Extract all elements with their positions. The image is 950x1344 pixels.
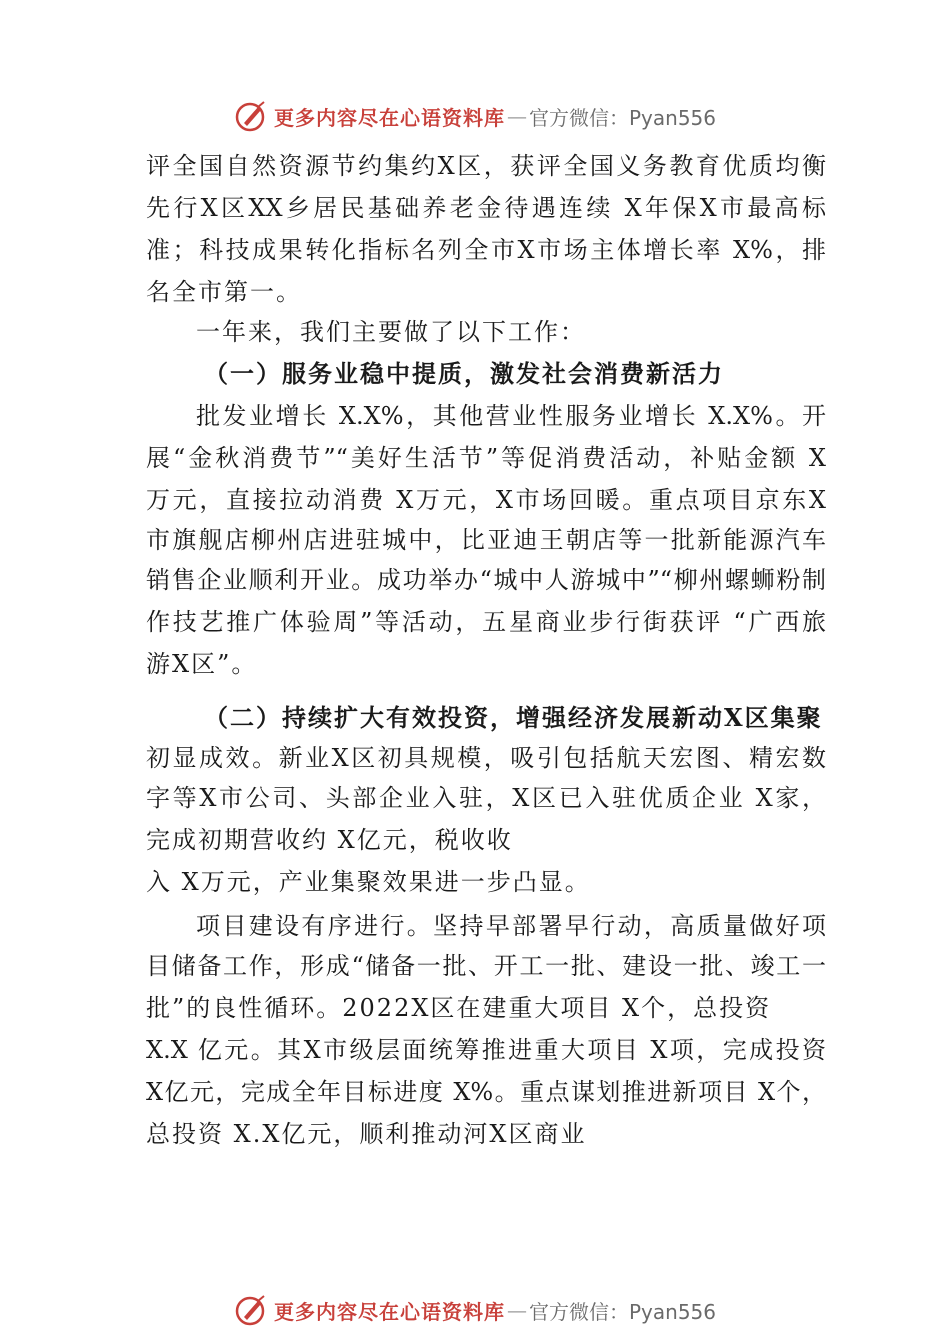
- watermark-wechat-id: Pyan556: [628, 105, 716, 130]
- paragraph-line: 目储备工作，形成“储备一批、开工一批、建设一批、竣工一: [146, 952, 826, 980]
- watermark-brand: 更多内容尽在心语资料库: [273, 1299, 505, 1324]
- section-heading-1: （一）服务业稳中提质，激发社会消费新活力: [204, 359, 724, 388]
- watermark-wechat-id: Pyan556: [628, 1299, 716, 1324]
- watermark-dash: —: [506, 104, 527, 128]
- paragraph-line: 入 X万元，产业集聚效果进一步凸显。: [146, 868, 591, 896]
- paragraph-line: 评全国自然资源节约集约X区，获评全国义务教育优质均衡: [146, 152, 826, 180]
- header-watermark: [0, 96, 950, 136]
- paragraph-line: 完成初期营收约 X亿元，税收收: [146, 826, 513, 854]
- paragraph-line: 总投资 X.X亿元，顺利推动河X区商业: [146, 1120, 587, 1148]
- paragraph-line: 市旗舰店柳州店进驻城中，比亚迪王朝店等一批新能源汽车: [146, 526, 826, 554]
- watermark-brand: 更多内容尽在心语资料库: [273, 105, 505, 130]
- watermark-dash: —: [506, 1298, 527, 1322]
- watermark-contact: [529, 102, 716, 131]
- quill-logo-icon: [234, 1293, 268, 1327]
- paragraph-line: 万元，直接拉动消费 X万元，X市场回暖。重点项目京东X: [146, 486, 826, 514]
- paragraph-line: 初显成效。新业X区初具规模，吸引包括航天宏图、精宏数: [146, 744, 826, 772]
- watermark-label: 官方微信：: [528, 1299, 629, 1324]
- paragraph-line: 项目建设有序进行。坚持早部署早行动，高质量做好项: [196, 912, 826, 940]
- intro-line: 一年来，我们主要做了以下工作：: [196, 318, 586, 346]
- watermark-contact: [529, 1296, 716, 1325]
- section-heading-2: （二）持续扩大有效投资，增强经济发展新动X区集聚: [204, 703, 823, 732]
- footer-watermark: [0, 1290, 950, 1330]
- paragraph-line: 销售企业顺利开业。成功举办“城中人游城中”“柳州螺蛳粉制: [146, 566, 826, 594]
- paragraph-line: 展“金秋消费节”“美好生活节”等促消费活动，补贴金额 X: [146, 444, 826, 472]
- paragraph-line: X亿元，完成全年目标进度 X%。重点谋划推进新项目 X个，: [146, 1078, 826, 1106]
- paragraph-line: 先行X区XX乡居民基础养老金待遇连续 X年保X市最高标: [146, 194, 826, 222]
- watermark-label: 官方微信：: [528, 105, 629, 130]
- paragraph-line: 名全市第一。: [146, 278, 302, 306]
- paragraph-line: 批”的良性循环。2022X区在建重大项目 X个，总投资: [146, 994, 772, 1022]
- paragraph-line: X.X 亿元。其X市级层面统筹推进重大项目 X项，完成投资: [146, 1036, 826, 1064]
- paragraph-line: 游X区”。: [146, 650, 258, 678]
- quill-logo-icon: [234, 99, 268, 133]
- paragraph-line: 准；科技成果转化指标名列全市X市场主体增长率 X%，排: [146, 236, 826, 264]
- paragraph-line: 批发业增长 X.X%，其他营业性服务业增长 X.X%。开: [196, 402, 826, 430]
- paragraph-line: 作技艺推广体验周”等活动，五星商业步行街获评 “广西旅: [146, 608, 826, 636]
- paragraph-line: 字等X市公司、头部企业入驻，X区已入驻优质企业 X家，: [146, 784, 826, 812]
